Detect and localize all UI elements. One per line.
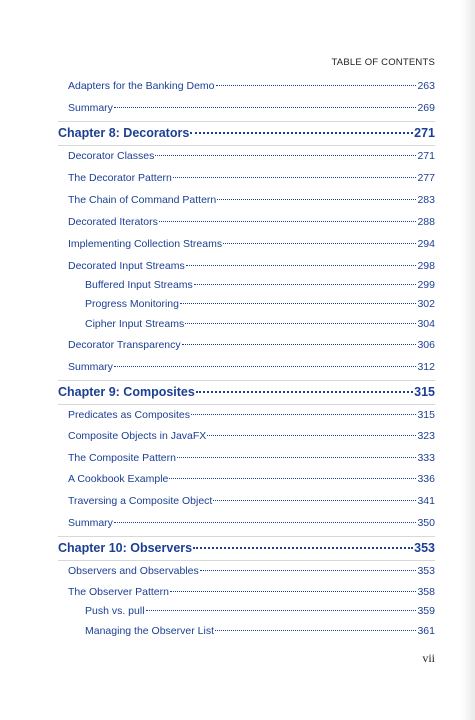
toc-subentry-title: Buffered Input Streams bbox=[85, 279, 193, 291]
toc-entry-title: Decorated Input Streams bbox=[68, 260, 185, 272]
dot-leader bbox=[114, 107, 417, 108]
toc-chapter-page: 271 bbox=[414, 126, 435, 140]
toc-entry-title: Adapters for the Banking Demo bbox=[68, 80, 215, 92]
toc-entry-page: 333 bbox=[417, 452, 435, 464]
dot-leader bbox=[182, 344, 417, 345]
dot-leader bbox=[114, 522, 417, 523]
toc-entry-page: 263 bbox=[417, 80, 435, 92]
toc-entry[interactable] bbox=[68, 452, 435, 464]
toc-entry-title: The Observer Pattern bbox=[68, 586, 169, 598]
toc-entry[interactable] bbox=[68, 80, 435, 92]
toc-entry-title: The Chain of Command Pattern bbox=[68, 194, 217, 206]
dot-leader bbox=[223, 243, 416, 244]
dot-leader bbox=[191, 414, 416, 415]
chapter-separator bbox=[58, 145, 435, 146]
toc-entry[interactable] bbox=[68, 194, 435, 206]
toc-entry-title: Predicates as Composites bbox=[68, 409, 190, 421]
dot-leader bbox=[170, 591, 417, 592]
toc-subentry-page: 359 bbox=[417, 605, 435, 617]
toc-entry-title: Decorator Classes bbox=[68, 150, 155, 162]
dot-leader bbox=[200, 570, 417, 571]
running-head: TABLE OF CONTENTS bbox=[331, 57, 435, 68]
toc-subentry[interactable] bbox=[85, 605, 435, 617]
toc-entry[interactable] bbox=[68, 361, 435, 373]
toc-entry-page: 312 bbox=[417, 361, 435, 373]
toc-entry-title: Summary bbox=[68, 517, 113, 529]
dot-leader bbox=[190, 132, 413, 134]
chapter-separator bbox=[58, 380, 435, 381]
dot-leader bbox=[215, 630, 416, 631]
toc-chapter-title: Chapter 8: Decorators bbox=[58, 126, 190, 140]
dot-leader bbox=[180, 303, 417, 304]
dot-leader bbox=[213, 500, 416, 501]
toc-entry-title: Implementing Collection Streams bbox=[68, 238, 223, 250]
toc-entry-page: 269 bbox=[417, 102, 435, 114]
toc-chapter-title: Chapter 9: Composites bbox=[58, 385, 195, 399]
toc-subentry-title: Push vs. pull bbox=[85, 605, 145, 617]
toc-entry[interactable] bbox=[68, 473, 435, 485]
toc-subentry-page: 299 bbox=[417, 279, 435, 291]
toc-entry-page: 294 bbox=[417, 238, 435, 250]
toc-entry[interactable] bbox=[68, 495, 435, 507]
dot-leader bbox=[146, 610, 417, 611]
dot-leader bbox=[155, 155, 416, 156]
toc-entry-page: 341 bbox=[417, 495, 435, 507]
toc-entry-page: 358 bbox=[417, 586, 435, 598]
toc-subentry-title: Managing the Observer List bbox=[85, 625, 214, 637]
dot-leader bbox=[169, 478, 416, 479]
toc-entry-title: The Decorator Pattern bbox=[68, 172, 172, 184]
chapter-separator bbox=[58, 560, 435, 561]
toc-entry-title: Summary bbox=[68, 361, 113, 373]
toc-entry-title: The Composite Pattern bbox=[68, 452, 176, 464]
toc-entry[interactable] bbox=[68, 102, 435, 114]
toc-entry[interactable] bbox=[68, 586, 435, 598]
toc-entry[interactable] bbox=[68, 517, 435, 529]
toc-subentry[interactable] bbox=[85, 279, 435, 291]
chapter-separator bbox=[58, 536, 435, 537]
toc-entry-page: 315 bbox=[417, 409, 435, 421]
toc-entry[interactable] bbox=[68, 150, 435, 162]
toc-entry-title: Decorated Iterators bbox=[68, 216, 158, 228]
dot-leader bbox=[159, 221, 417, 222]
toc-entry-page: 336 bbox=[417, 473, 435, 485]
dot-leader bbox=[207, 435, 416, 436]
toc-entry-title: Composite Objects in JavaFX bbox=[68, 430, 207, 442]
dot-leader bbox=[114, 366, 417, 367]
toc-entry-page: 288 bbox=[417, 216, 435, 228]
toc-entry-page: 298 bbox=[417, 260, 435, 272]
dot-leader bbox=[216, 85, 417, 86]
toc-chapter-entry[interactable] bbox=[58, 126, 435, 140]
toc-entry-page: 323 bbox=[417, 430, 435, 442]
toc-entry-page: 277 bbox=[417, 172, 435, 184]
toc-subentry-page: 304 bbox=[417, 318, 435, 330]
page-number: vii bbox=[422, 651, 435, 665]
toc-entry-page: 353 bbox=[417, 565, 435, 577]
toc-subentry-title: Progress Monitoring bbox=[85, 298, 179, 310]
toc-entry[interactable] bbox=[68, 216, 435, 228]
toc-subentry-page: 302 bbox=[417, 298, 435, 310]
toc-entry[interactable] bbox=[68, 409, 435, 421]
dot-leader bbox=[177, 457, 417, 458]
dot-leader bbox=[193, 547, 413, 549]
toc-entry-title: Observers and Observables bbox=[68, 565, 199, 577]
toc-subentry[interactable] bbox=[85, 625, 435, 637]
dot-leader bbox=[217, 199, 416, 200]
toc-entry-page: 350 bbox=[417, 517, 435, 529]
toc-entry-title: Traversing a Composite Object bbox=[68, 495, 213, 507]
page-edge-shadow bbox=[461, 0, 475, 720]
toc-chapter-entry[interactable] bbox=[58, 385, 435, 399]
chapter-separator bbox=[58, 404, 435, 405]
toc-entry[interactable] bbox=[68, 565, 435, 577]
toc-entry-page: 283 bbox=[417, 194, 435, 206]
toc-chapter-page: 315 bbox=[414, 385, 435, 399]
toc-chapter-title: Chapter 10: Observers bbox=[58, 541, 193, 555]
chapter-separator bbox=[58, 121, 435, 122]
toc-entry[interactable] bbox=[68, 339, 435, 351]
toc-entry-title: A Cookbook Example bbox=[68, 473, 169, 485]
dot-leader bbox=[173, 177, 417, 178]
toc-entry[interactable] bbox=[68, 238, 435, 250]
dot-leader bbox=[194, 284, 417, 285]
dot-leader bbox=[185, 323, 416, 324]
dot-leader bbox=[186, 265, 417, 266]
toc-subentry-page: 361 bbox=[417, 625, 435, 637]
toc-entry-title: Decorator Transparency bbox=[68, 339, 181, 351]
toc-entry-page: 271 bbox=[417, 150, 435, 162]
toc-entry-page: 306 bbox=[417, 339, 435, 351]
toc-entry-title: Summary bbox=[68, 102, 113, 114]
toc-subentry[interactable] bbox=[85, 298, 435, 310]
toc-chapter-entry[interactable] bbox=[58, 541, 435, 555]
toc-subentry-title: Cipher Input Streams bbox=[85, 318, 185, 330]
dot-leader bbox=[196, 391, 413, 393]
toc-entry[interactable] bbox=[68, 172, 435, 184]
toc-chapter-page: 353 bbox=[414, 541, 435, 555]
toc-entry[interactable] bbox=[68, 430, 435, 442]
toc-entry[interactable] bbox=[68, 260, 435, 272]
toc-subentry[interactable] bbox=[85, 318, 435, 330]
